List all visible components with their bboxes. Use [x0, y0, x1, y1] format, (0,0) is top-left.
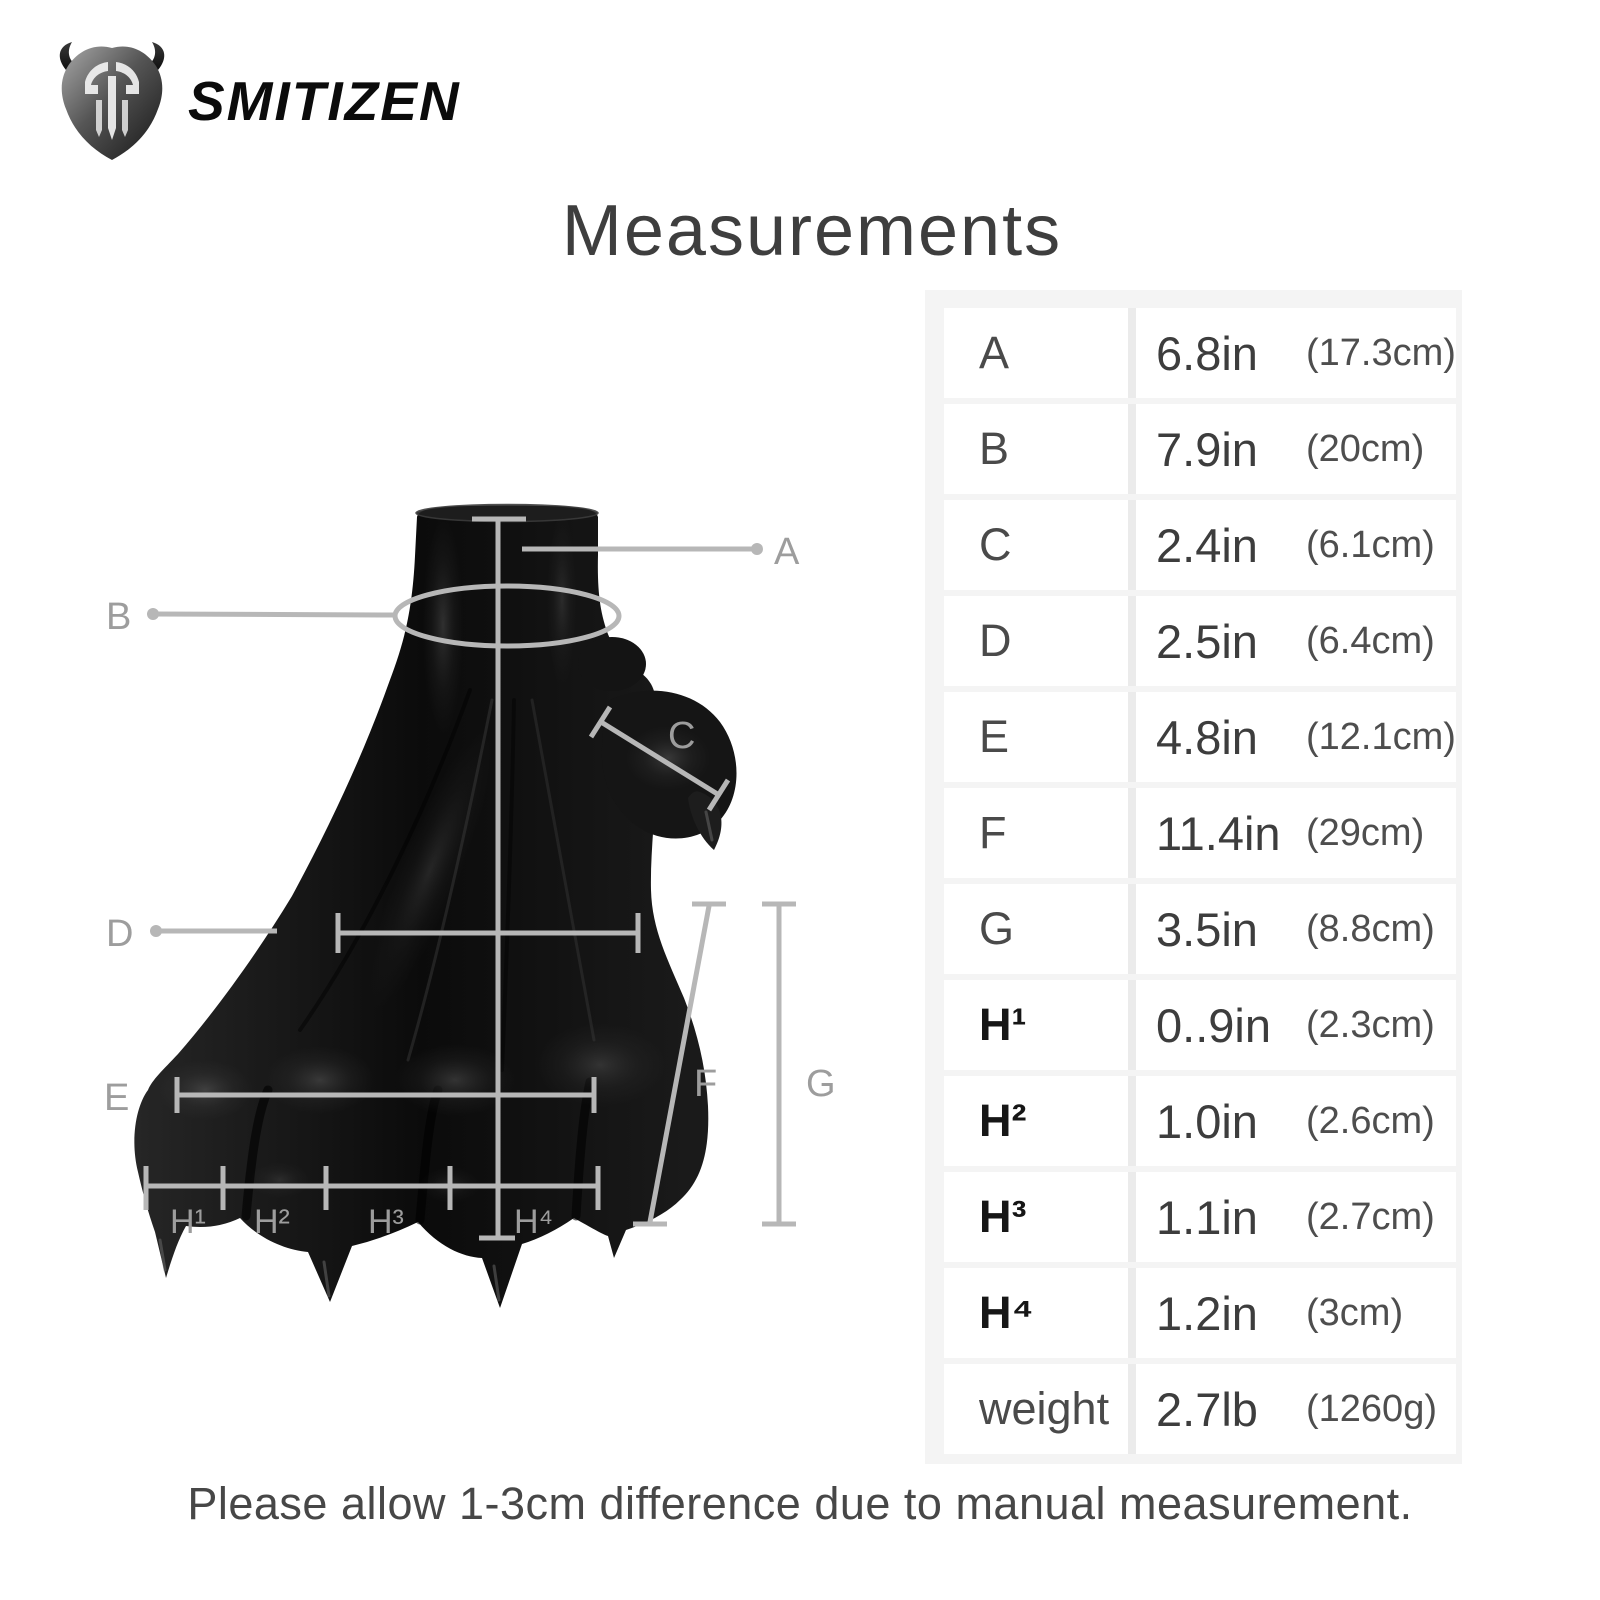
value-inches: 11.4in — [1156, 806, 1281, 860]
dim-label-d: D — [106, 913, 134, 955]
measurement-value-cell — [1136, 1172, 1456, 1262]
measurement-label-cell: H⁴ — [944, 1268, 1128, 1358]
measurement-label-cell: F — [944, 788, 1128, 878]
value-inches: 1.1in — [1156, 1190, 1258, 1244]
dim-label-h2: H² — [254, 1203, 290, 1241]
column-divider — [1128, 692, 1136, 782]
value-metric: (8.8cm) — [1306, 907, 1435, 950]
dim-label-g: G — [806, 1063, 836, 1105]
measurement-value-cell — [1136, 788, 1456, 878]
column-divider — [1128, 404, 1136, 494]
measurement-diagram — [60, 470, 900, 1320]
column-divider — [1128, 1172, 1136, 1262]
dim-label-f: F — [694, 1063, 718, 1105]
column-divider — [1128, 1268, 1136, 1358]
column-divider — [1128, 1076, 1136, 1166]
measurement-tolerance-note: Please allow 1-3cm difference due to manual measurement. — [187, 1478, 1413, 1529]
column-divider — [1128, 788, 1136, 878]
value-metric: (6.1cm) — [1306, 523, 1435, 566]
value-inches: 2.5in — [1156, 614, 1258, 668]
measurement-value-cell — [1136, 404, 1456, 494]
value-metric: (2.6cm) — [1306, 1099, 1435, 1142]
measurement-value-cell — [1136, 980, 1456, 1070]
measurement-label-cell: D — [944, 596, 1128, 686]
measurement-label-cell: H² — [944, 1076, 1128, 1166]
value-inches: 1.0in — [1156, 1094, 1258, 1148]
value-metric: (2.3cm) — [1306, 1003, 1435, 1046]
value-metric: (2.7cm) — [1306, 1195, 1435, 1238]
measurement-label-cell: G — [944, 884, 1128, 974]
page-title: Measurements — [561, 191, 1063, 271]
measurement-label-cell: H³ — [944, 1172, 1128, 1262]
value-inches: 2.4in — [1156, 518, 1258, 572]
dim-label-c: C — [668, 715, 696, 757]
value-metric: (6.4cm) — [1306, 619, 1435, 662]
value-metric: (12.1cm) — [1306, 715, 1456, 758]
value-metric: (29cm) — [1306, 811, 1425, 854]
brand-header — [52, 40, 461, 162]
value-inches: 0..9in — [1156, 998, 1271, 1052]
column-divider — [1128, 884, 1136, 974]
measurement-label-cell: H¹ — [944, 980, 1128, 1070]
value-metric: (1260g) — [1306, 1387, 1437, 1430]
brand-name: SMITIZEN — [188, 70, 461, 132]
measurement-label-cell: E — [944, 692, 1128, 782]
dim-label-h3: H³ — [368, 1203, 404, 1241]
column-divider — [1128, 596, 1136, 686]
dim-label-h4: H⁴ — [514, 1203, 554, 1241]
value-inches: 1.2in — [1156, 1286, 1258, 1340]
measurement-value-cell — [1136, 308, 1456, 398]
column-divider — [1128, 308, 1136, 398]
measurement-value-cell — [1136, 596, 1456, 686]
value-inches: 2.7lb — [1156, 1382, 1258, 1436]
value-inches: 4.8in — [1156, 710, 1258, 764]
bull-shield-logo-icon — [52, 40, 172, 162]
value-inches: 3.5in — [1156, 902, 1258, 956]
measurement-label-cell: weight — [944, 1364, 1128, 1454]
measurement-value-cell — [1136, 1364, 1456, 1454]
measurement-label-cell: C — [944, 500, 1128, 590]
dim-label-e: E — [104, 1077, 130, 1119]
dim-label-b: B — [106, 596, 132, 638]
value-inches: 6.8in — [1156, 326, 1258, 380]
dim-label-a: A — [774, 531, 800, 573]
dim-label-h1: H¹ — [170, 1203, 206, 1241]
measurement-label-cell: A — [944, 308, 1128, 398]
column-divider — [1128, 980, 1136, 1070]
value-metric: (3cm) — [1306, 1291, 1404, 1334]
measurement-value-cell — [1136, 692, 1456, 782]
value-metric: (20cm) — [1306, 427, 1425, 470]
measurements-table — [925, 290, 1462, 1464]
column-divider — [1128, 500, 1136, 590]
measurement-value-cell — [1136, 1268, 1456, 1358]
measurement-label-cell: B — [944, 404, 1128, 494]
measurement-value-cell — [1136, 500, 1456, 590]
value-inches: 7.9in — [1156, 422, 1258, 476]
value-metric: (17.3cm) — [1306, 331, 1456, 374]
column-divider — [1128, 1364, 1136, 1454]
measurement-value-cell — [1136, 884, 1456, 974]
measurement-value-cell — [1136, 1076, 1456, 1166]
